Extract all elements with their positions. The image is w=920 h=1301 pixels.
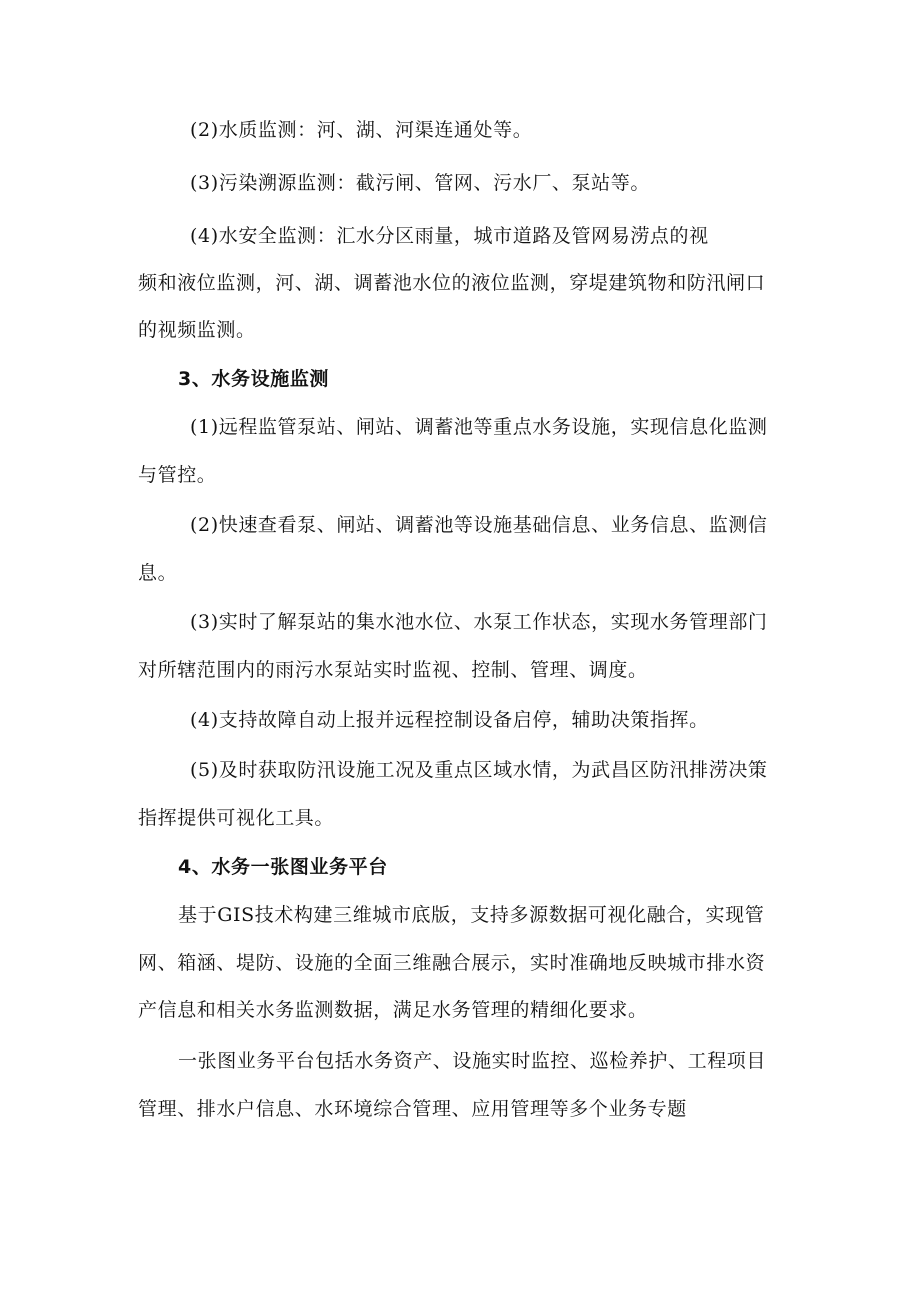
item-water-safety-monitoring-line-2: 频和液位监测，河、湖、调蓄池水位的液位监测，穿堤建筑物和防汛闸口	[138, 272, 766, 294]
item-quick-view-line-1: (2)快速查看泵、闸站、调蓄池等设施基础信息、业务信息、监测信	[190, 514, 768, 536]
paragraph-gis-line-3: 产信息和相关水务监测数据，满足水务管理的精细化要求。	[138, 999, 648, 1021]
item-remote-supervision-line-1: (1)远程监管泵站、闸站、调蓄池等重点水务设施，实现信息化监测	[190, 416, 768, 438]
item-quick-view-line-2: 息。	[138, 562, 178, 584]
item-water-safety-monitoring-line-1: (4)水安全监测：汇水分区雨量，城市道路及管网易涝点的视	[190, 225, 709, 247]
item-fault-reporting: (4)支持故障自动上报并远程控制设备启停，辅助决策指挥。	[190, 709, 709, 731]
paragraph-gis-line-2: 网、箱涵、堤防、设施的全面三维融合展示，实时准确地反映城市排水资	[138, 952, 766, 974]
item-pollution-tracing-monitoring: (3)污染溯源监测：截污闸、管网、污水厂、泵站等。	[190, 172, 650, 194]
item-water-quality-monitoring: (2)水质监测：河、湖、河渠连通处等。	[190, 119, 533, 141]
item-flood-control-line-1: (5)及时获取防汛设施工况及重点区域水情，为武昌区防汛排涝决策	[190, 759, 768, 781]
item-realtime-pump-line-1: (3)实时了解泵站的集水池水位、水泵工作状态，实现水务管理部门	[190, 611, 768, 633]
section-heading-one-map-platform: 4、水务一张图业务平台	[178, 856, 388, 878]
item-remote-supervision-line-2: 与管控。	[138, 464, 217, 486]
section-heading-facility-monitoring: 3、水务设施监测	[178, 368, 330, 390]
paragraph-platform-line-2: 管理、排水户信息、水环境综合管理、应用管理等多个业务专题	[138, 1098, 687, 1120]
paragraph-platform-line-1: 一张图业务平台包括水务资产、设施实时监控、巡检养护、工程项目	[178, 1050, 767, 1072]
item-water-safety-monitoring-line-3: 的视频监测。	[138, 319, 256, 341]
item-realtime-pump-line-2: 对所辖范围内的雨污水泵站实时监视、控制、管理、调度。	[138, 659, 648, 681]
item-flood-control-line-2: 指挥提供可视化工具。	[138, 807, 335, 829]
paragraph-gis-line-1: 基于GIS技术构建三维城市底版，支持多源数据可视化融合，实现管	[178, 904, 765, 926]
